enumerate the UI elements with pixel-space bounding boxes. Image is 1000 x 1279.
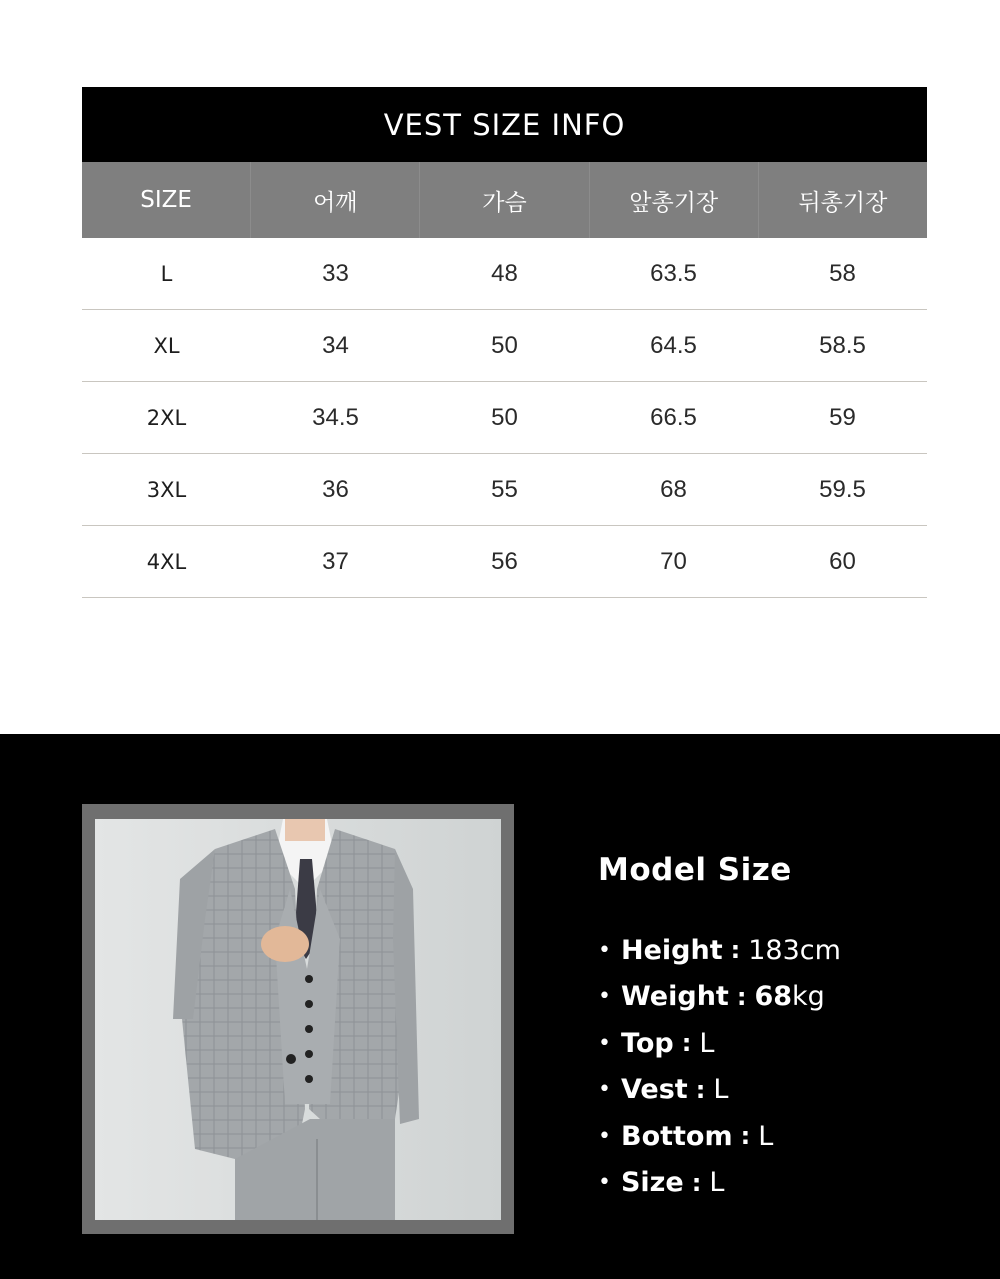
weight-number: 68: [754, 981, 793, 1013]
chest-cell: 55: [491, 475, 518, 503]
bullet: •: [598, 984, 611, 1010]
model-item-top: [598, 1020, 841, 1067]
table-title: VEST SIZE INFO: [82, 87, 927, 162]
front-length-cell: 66.5: [650, 403, 697, 431]
item-separator: :: [730, 936, 741, 965]
back-length-cell: 59: [829, 403, 856, 431]
item-label: Bottom: [620, 1120, 733, 1152]
table-row: [82, 310, 927, 382]
header-front-length: 앞총기장: [590, 162, 759, 238]
model-photo-frame: [82, 804, 514, 1234]
size-cell: 4XL: [146, 549, 187, 574]
item-label: Weight: [620, 981, 729, 1013]
item-separator: :: [695, 1075, 706, 1104]
weight-unit: kg: [792, 981, 825, 1013]
bullet: •: [598, 1030, 611, 1056]
back-length-cell: 58: [829, 259, 856, 287]
model-section: [0, 734, 1000, 1279]
item-separator: :: [681, 1029, 692, 1058]
item-value: 183cm: [748, 934, 841, 966]
shoulder-cell: 34: [322, 331, 349, 359]
table-row: [82, 238, 927, 310]
size-table: [82, 87, 927, 598]
item-separator: :: [691, 1168, 702, 1197]
size-cell: XL: [153, 333, 180, 358]
front-length-cell: 68: [660, 475, 687, 503]
header-back-length: 뒤총기장: [798, 189, 888, 216]
item-value: L: [758, 1120, 774, 1152]
model-item-height: [598, 927, 841, 974]
chest-cell: 56: [491, 547, 518, 575]
item-label: Top: [620, 1027, 674, 1059]
shoulder-cell: 37: [322, 547, 349, 575]
shoulder-cell: 33: [322, 259, 349, 287]
header-chest: 가슴: [420, 162, 589, 238]
bullet: •: [598, 937, 611, 963]
size-cell: 3XL: [146, 477, 187, 502]
front-length-cell: 64.5: [650, 331, 697, 359]
item-label: Size: [620, 1167, 684, 1199]
item-value: L: [699, 1027, 715, 1059]
bullet: •: [598, 1170, 611, 1196]
front-length-cell: 63.5: [650, 259, 697, 287]
model-size-list: [598, 927, 841, 1206]
model-size-title: Model Size: [598, 852, 792, 888]
bullet: •: [598, 1123, 611, 1149]
back-length-cell: 60: [829, 547, 856, 575]
item-value: L: [713, 1074, 729, 1106]
chest-cell: 48: [491, 259, 518, 287]
front-length-cell: 70: [660, 547, 687, 575]
item-value: L: [709, 1167, 725, 1199]
table-row: [82, 526, 927, 598]
bullet: •: [598, 1077, 611, 1103]
model-item-bottom: [598, 1113, 841, 1160]
model-item-vest: [598, 1067, 841, 1114]
item-value: [754, 981, 824, 1012]
header-shoulder: 어깨: [251, 162, 420, 238]
back-length-cell: 59.5: [819, 475, 866, 503]
model-illustration: [95, 819, 501, 1220]
size-cell: 2XL: [146, 405, 187, 430]
size-cell: L: [160, 261, 173, 286]
back-length-cell: 58.5: [819, 331, 866, 359]
table-row: [82, 382, 927, 454]
model-item-weight: [598, 974, 841, 1021]
header-size: SIZE: [82, 162, 251, 238]
table-row: [82, 454, 927, 526]
chest-cell: 50: [491, 331, 518, 359]
item-separator: :: [736, 982, 747, 1011]
model-item-size: [598, 1160, 841, 1207]
item-label: Height: [620, 934, 723, 966]
item-label: Vest: [620, 1074, 688, 1106]
shoulder-cell: 34.5: [312, 403, 359, 431]
chest-cell: 50: [491, 403, 518, 431]
table-header-row: [82, 162, 927, 238]
model-photo: [95, 819, 501, 1220]
item-separator: :: [740, 1122, 751, 1151]
shoulder-cell: 36: [322, 475, 349, 503]
